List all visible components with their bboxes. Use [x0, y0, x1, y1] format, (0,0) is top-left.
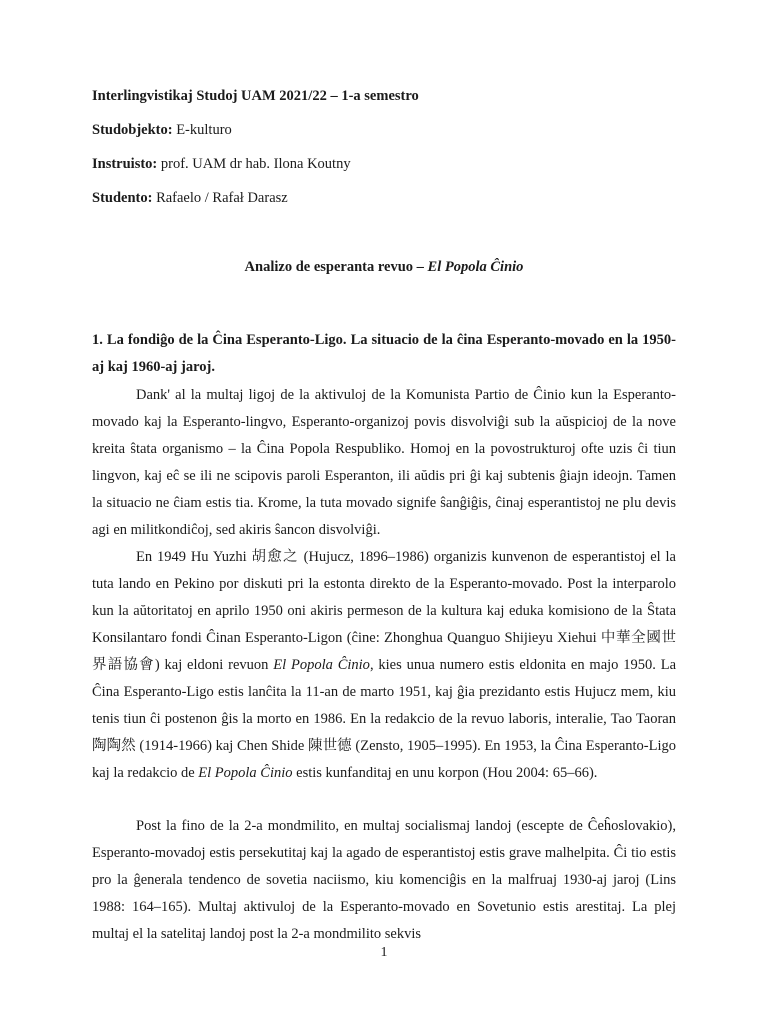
section-heading: 1. La fondiĝo de la Ĉina Esperanto-Ligo. La situacio de la ĉina Esperanto-movado en la 1950-aj kaj 1960-aj jaroj. [92, 332, 676, 375]
journal-name: El Popola Ĉinio [273, 657, 370, 673]
page-number: 1 [380, 945, 388, 960]
paragraph-2-part-a: En 1949 Hu Yuzhi 胡愈之 (Hujucz, 1896–1986) organizis kunvenon de esperantistoj el la tuta lando en Pekino por diskuti pri la estonta direkto de la Esperanto-movado. Post la interparolo kun la aŭtoritatoj en aprilo 1950 oni akiris permeson de la kultura kaj eduka komisiono de la Ŝtata Konsilantaro fondi Ĉinan Esperanto-Ligon (ĉine: Zhonghua Quanguo Shijieyu Xiehui 中華全國世界語協會) kaj eldoni revuon [92, 549, 676, 673]
paragraph-2-part-c: estis kunfanditaj en unu korpon (Hou 2004: 65–66). [292, 765, 598, 781]
instructor-line [92, 156, 351, 173]
title-journal: El Popola Ĉinio [427, 259, 524, 275]
paragraph-1: Dank' al la multaj ligoj de la aktivuloj de la Komunista Partio de Ĉinio kun la Esperanto-movado kaj la Esperanto-lingvo, Esperanto-organizoj povis disvolviĝi sub la aŭspicioj de la nove kreita ŝtata organismo – la Ĉina Popola Respubliko. Homoj en la povostrukturoj ofte uzis ĉi tiun lingvon, kaj eĉ se ili ne scipovis paroli Esperanton, ili aŭdis pri ĝi kaj subtenis ĝiajn ideojn. Tamen la situacio ne ĉiam estis tia. Krome, la tuta movado signife ŝanĝiĝis, ĉinaj esperantistoj ne plu devis agi en militkondiĉoj, sed akiris ŝancon disvolviĝi. [92, 387, 676, 538]
title-main: Analizo de esperanta revuo – [244, 259, 428, 275]
subject-line [92, 122, 232, 139]
student-value: Rafaelo / Rafał Darasz [156, 190, 288, 206]
course-line [92, 88, 419, 105]
subject-value: E-kulturo [176, 122, 232, 138]
student-line [92, 190, 288, 207]
instructor-label: Instruisto: [92, 156, 158, 172]
student-label: Studento: [92, 190, 153, 206]
course-title: Interlingvistikaj Studoj UAM 2021/22 – 1-a semestro [92, 88, 419, 104]
instructor-value: prof. UAM dr hab. Ilona Koutny [160, 156, 351, 172]
subject-label: Studobjekto: [92, 122, 173, 138]
paragraph-2-part-b: , kies unua numero estis eldonita en majo 1950. La Ĉina Esperanto-Ligo estis lanĉita la 11-an de marto 1951, kaj ĝia prezidanto estis Hujucz mem, kiu tenis tiun ĉi postenon ĝis la morto en 1986. En la redakcio de la revuo laboris, interalie, Tao Taoran 陶陶然 (1914-1966) kaj Chen Shide 陳世德 (Zensto, 1905–1995). En 1953, la Ĉina Esperanto-Ligo kaj la redakcio de [92, 657, 677, 781]
paragraph-3: Post la fino de la 2-a mondmilito, en multaj socialismaj landoj (escepte de Ĉeĥoslovakio), Esperanto-movadoj estis persekutitaj kaj la agado de esperantistoj estis grave malhelpita. Ĉi tio estis pro la ĝenerala tendenco de sovetia naciismo, kiu komenciĝis en la malfruaj 1930-aj jaroj (Lins 1988: 164–165). Multaj aktivuloj de la Esperanto-movado en Sovetunio estis arestitaj. La plej multaj el la satelitaj landoj post la 2-a mondmilito sekvis [92, 818, 676, 942]
journal-name: El Popola Ĉinio [198, 765, 293, 781]
paragraph-2 [92, 544, 676, 787]
document-title [0, 259, 768, 276]
